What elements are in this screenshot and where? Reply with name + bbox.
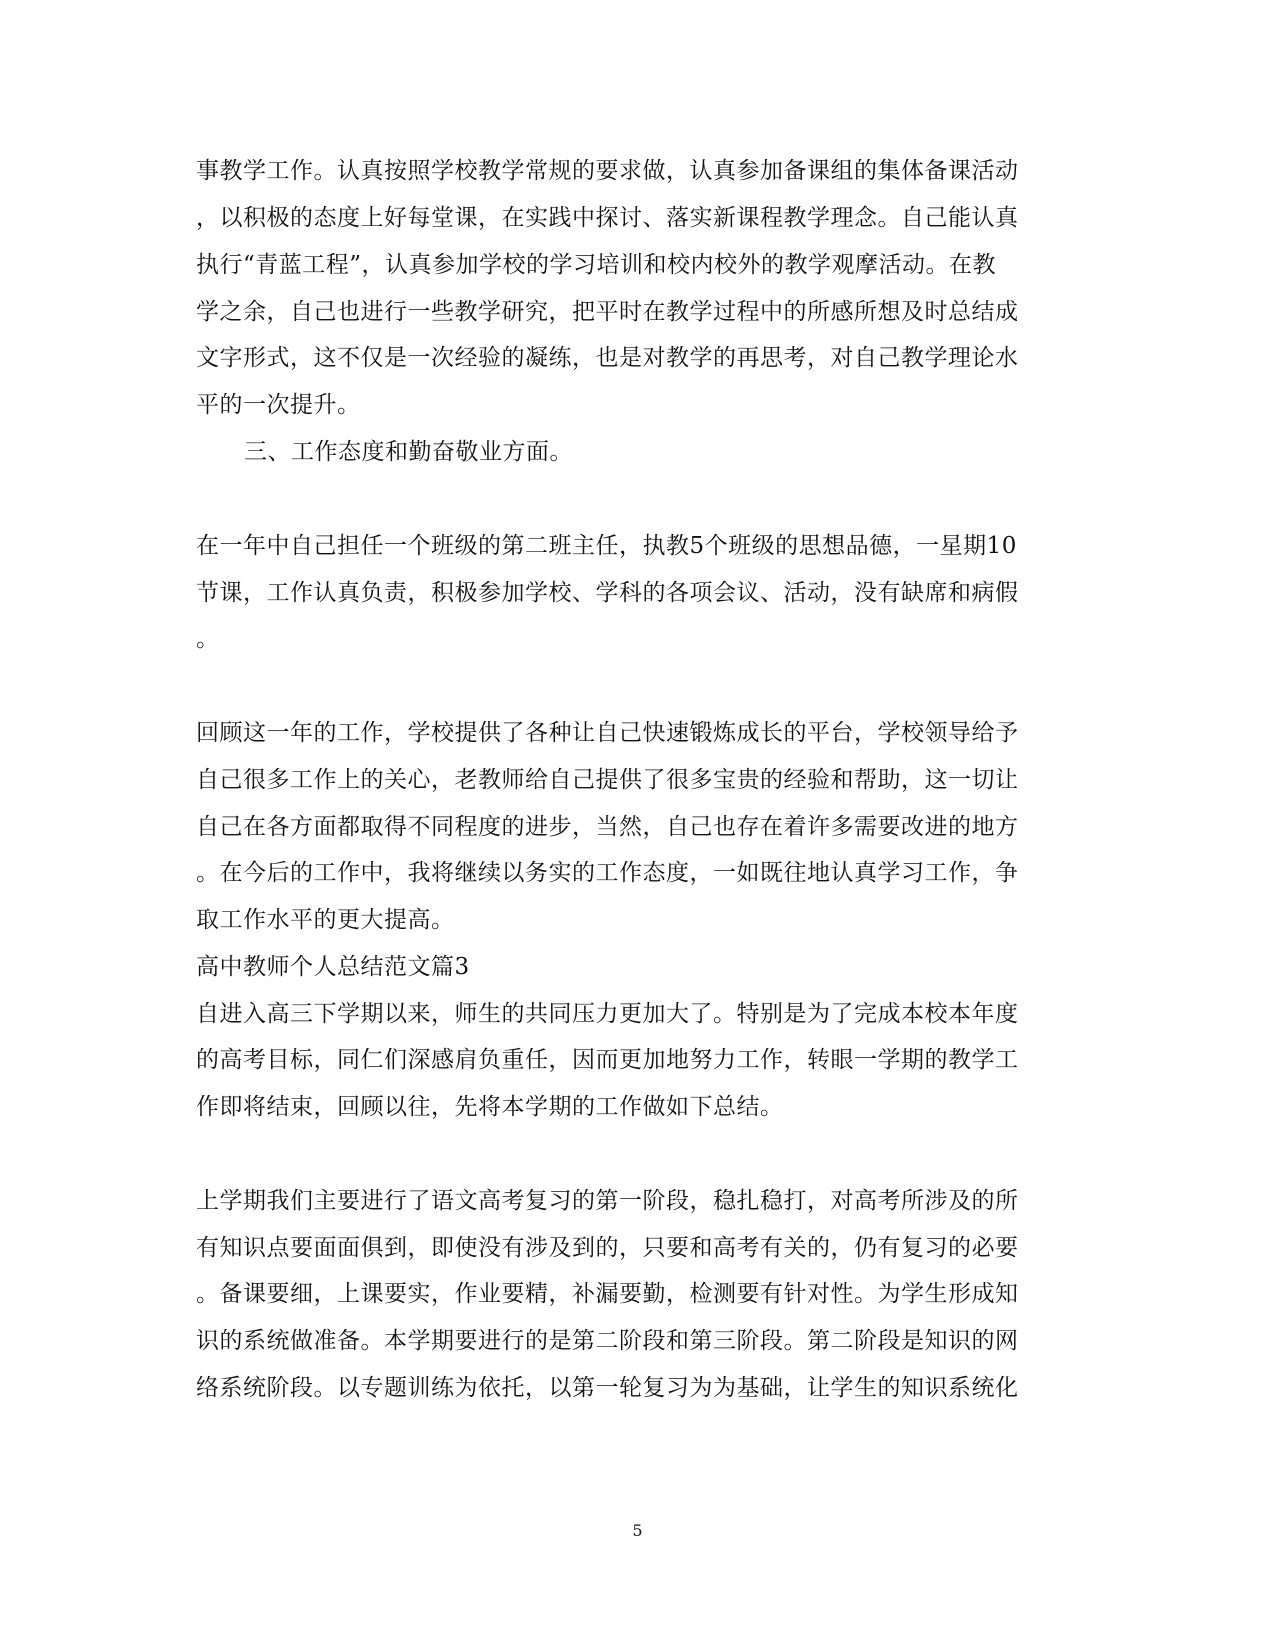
text-line: 文字形式，这不仅是一次经验的凝练，也是对教学的再思考，对自己教学理论水 [196, 345, 1019, 371]
text-line: 自己在各方面都取得不同程度的进步，当然，自己也存在着许多需要改进的地方 [196, 814, 1019, 840]
text-line: 上学期我们主要进行了语文高考复习的第一阶段，稳扎稳打，对高考所涉及的所 [196, 1188, 1019, 1214]
text-line: 事教学工作。认真按照学校教学常规的要求做，认真参加备课组的集体备课活动 [196, 158, 1019, 184]
text-line: ，以积极的态度上好每堂课，在实践中探讨、落实新课程教学理念。自己能认真 [196, 205, 1019, 231]
text-line: 。在今后的工作中，我将继续以务实的工作态度，一如既往地认真学习工作，争 [196, 860, 1019, 886]
text-line: 络系统阶段。以专题训练为依托，以第一轮复习为为基础，让学生的知识系统化 [196, 1375, 1019, 1401]
text-line: 学之余，自己也进行一些教学研究，把平时在教学过程中的所感所想及时总结成 [196, 299, 1019, 325]
text-line: 回顾这一年的工作，学校提供了各种让自己快速锻炼成长的平台，学校领导给予 [196, 720, 1019, 746]
text-line: 平的一次提升。 [196, 392, 361, 418]
text-line: 取工作水平的更大提高。 [196, 907, 455, 933]
text-line: 执行“青蓝工程”，认真参加学校的学习培训和校内校外的教学观摩活动。在教 [196, 252, 997, 278]
section-heading: 三、工作态度和勤奋敬业方面。 [244, 439, 573, 465]
text-line: 作即将结束，回顾以往，先将本学期的工作做如下总结。 [196, 1094, 784, 1120]
text-line: 节课，工作认真负责，积极参加学校、学科的各项会议、活动，没有缺席和病假 [196, 580, 1019, 606]
text-line: 在一年中自己担任一个班级的第二班主任，执教5个班级的思想品德，一星期10 [196, 533, 1017, 559]
text-line: 自己很多工作上的关心，老教师给自己提供了很多宝贵的经验和帮助，这一切让 [196, 767, 1019, 793]
text-line: 有知识点要面面俱到，即使没有涉及到的，只要和高考有关的，仍有复习的必要 [196, 1235, 1019, 1261]
text-line: 识的系统做准备。本学期要进行的是第二阶段和第三阶段。第二阶段是知识的网 [196, 1328, 1019, 1354]
text-line: 的高考目标，同仁们深感肩负重任，因而更加地努力工作，转眼一学期的教学工 [196, 1047, 1019, 1073]
page-number: 5 [632, 1521, 643, 1540]
article-title: 高中教师个人总结范文篇3 [196, 954, 470, 980]
text-line: 。备课要细，上课要实，作业要精，补漏要勤，检测要有针对性。为学生形成知 [196, 1281, 1019, 1307]
text-line: 。 [196, 626, 220, 652]
text-line: 自进入高三下学期以来，师生的共同压力更加大了。特别是为了完成本校本年度 [196, 1001, 1019, 1027]
